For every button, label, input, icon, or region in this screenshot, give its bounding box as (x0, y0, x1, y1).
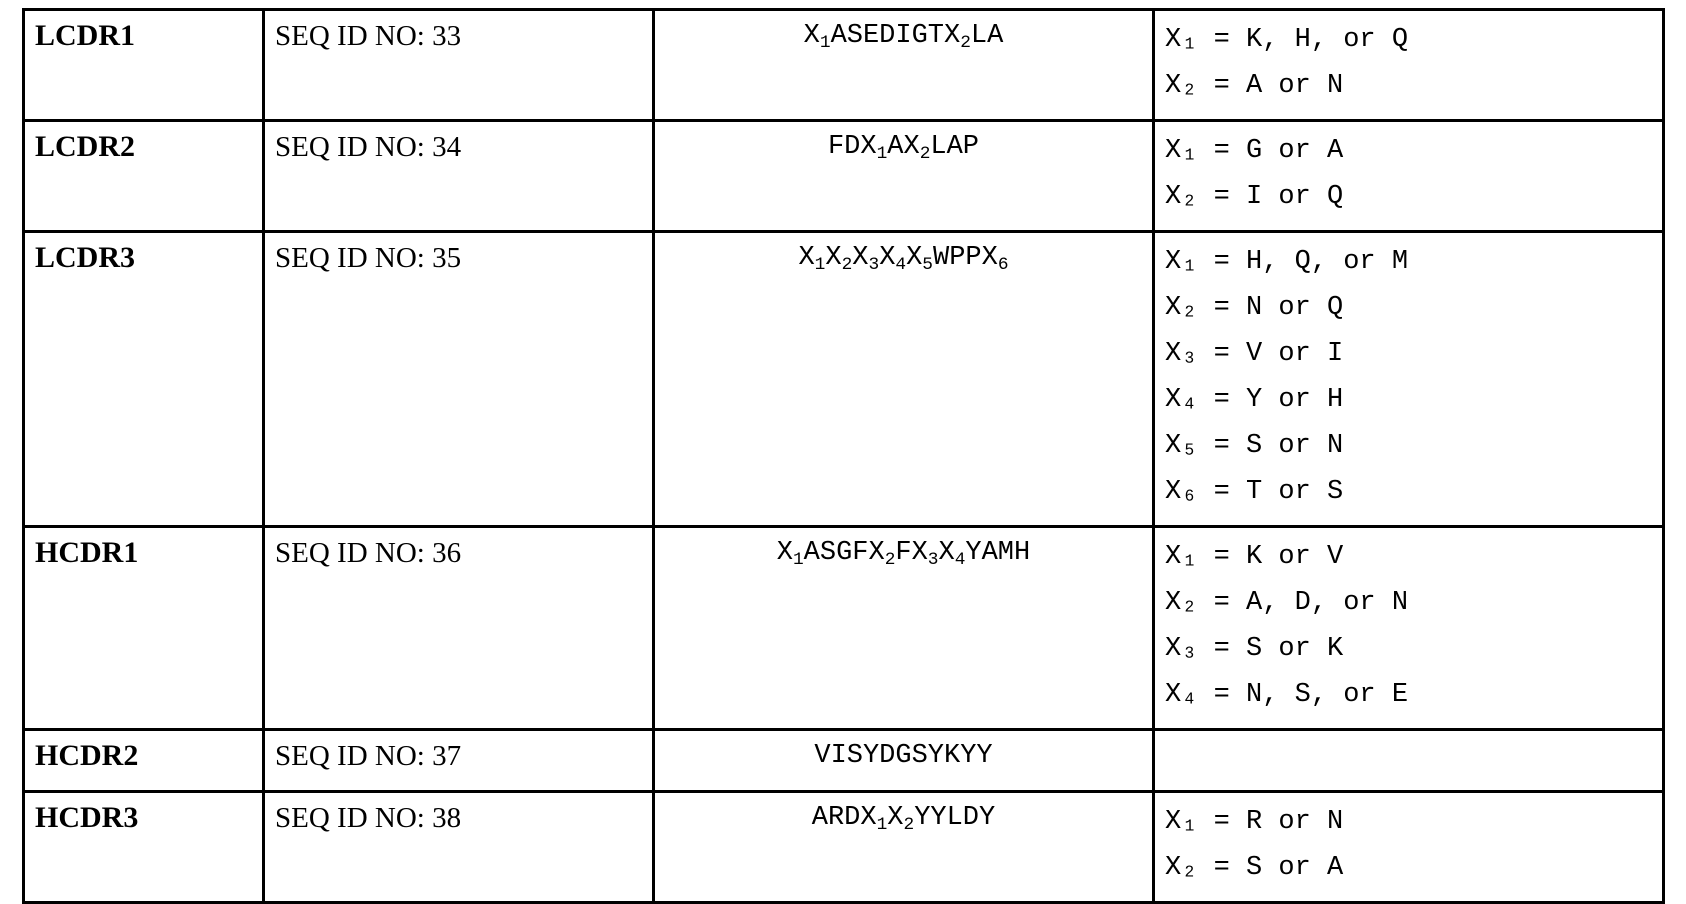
table-body (24, 10, 1664, 903)
table-row (24, 527, 1664, 730)
seq-id: SEQ ID NO: 35 (264, 232, 654, 527)
motif-sequence: $ARDX_1X_2YYLDY$ (654, 792, 1154, 903)
seq-id: SEQ ID NO: 37 (264, 730, 654, 792)
table-row (24, 121, 1664, 232)
cdr-label: LCDR3 (24, 232, 264, 527)
variable-line: X₂ = A, D, or N (1165, 588, 1409, 618)
variable-line: X₂ = N or Q (1165, 293, 1344, 323)
table-row (24, 792, 1664, 903)
variable-definitions (1154, 792, 1664, 903)
variable-line: X₂ = A or N (1165, 71, 1344, 101)
cdr-label: LCDR1 (24, 10, 264, 121)
cdr-label: LCDR2 (24, 121, 264, 232)
variable-definitions (1154, 527, 1664, 730)
variable-definitions (1154, 730, 1664, 792)
cdr-label: HCDR1 (24, 527, 264, 730)
motif-sequence: $X_1X_2X_3X_4X_5WPPX_6$ (654, 232, 1154, 527)
variable-line: X₅ = S or N (1165, 431, 1344, 461)
motif-sequence: $FDX_1AX_2LAP$ (654, 121, 1154, 232)
variable-line: X₂ = I or Q (1165, 182, 1344, 212)
table-row (24, 232, 1664, 527)
variable-line: X₄ = Y or H (1165, 385, 1344, 415)
motif-sequence: VISYDGSYKYY (654, 730, 1154, 792)
variable-line: X₁ = G or A (1165, 136, 1344, 166)
variable-definitions (1154, 121, 1664, 232)
variable-line: X₁ = K or V (1165, 542, 1344, 572)
variable-line: X₁ = K, H, or Q (1165, 25, 1409, 55)
variable-line: X₃ = S or K (1165, 634, 1344, 664)
seq-id: SEQ ID NO: 38 (264, 792, 654, 903)
seq-id: SEQ ID NO: 34 (264, 121, 654, 232)
variable-line: X₃ = V or I (1165, 339, 1344, 369)
motif-sequence: $X_1ASEDIGTX_2LA$ (654, 10, 1154, 121)
seq-id: SEQ ID NO: 36 (264, 527, 654, 730)
variable-line: X₄ = N, S, or E (1165, 680, 1409, 710)
variable-line: X₂ = S or A (1165, 853, 1344, 883)
cdr-sequence-table (22, 8, 1665, 904)
variable-definitions (1154, 10, 1664, 121)
cdr-label: HCDR2 (24, 730, 264, 792)
variable-definitions (1154, 232, 1664, 527)
variable-line: X₁ = H, Q, or M (1165, 247, 1409, 277)
motif-sequence: $X_1ASGFX_2FX_3X_4YAMH$ (654, 527, 1154, 730)
table-row (24, 10, 1664, 121)
cdr-label: HCDR3 (24, 792, 264, 903)
table-row (24, 730, 1664, 792)
variable-line: X₁ = R or N (1165, 807, 1344, 837)
variable-line: X₆ = T or S (1165, 477, 1344, 507)
seq-id: SEQ ID NO: 33 (264, 10, 654, 121)
